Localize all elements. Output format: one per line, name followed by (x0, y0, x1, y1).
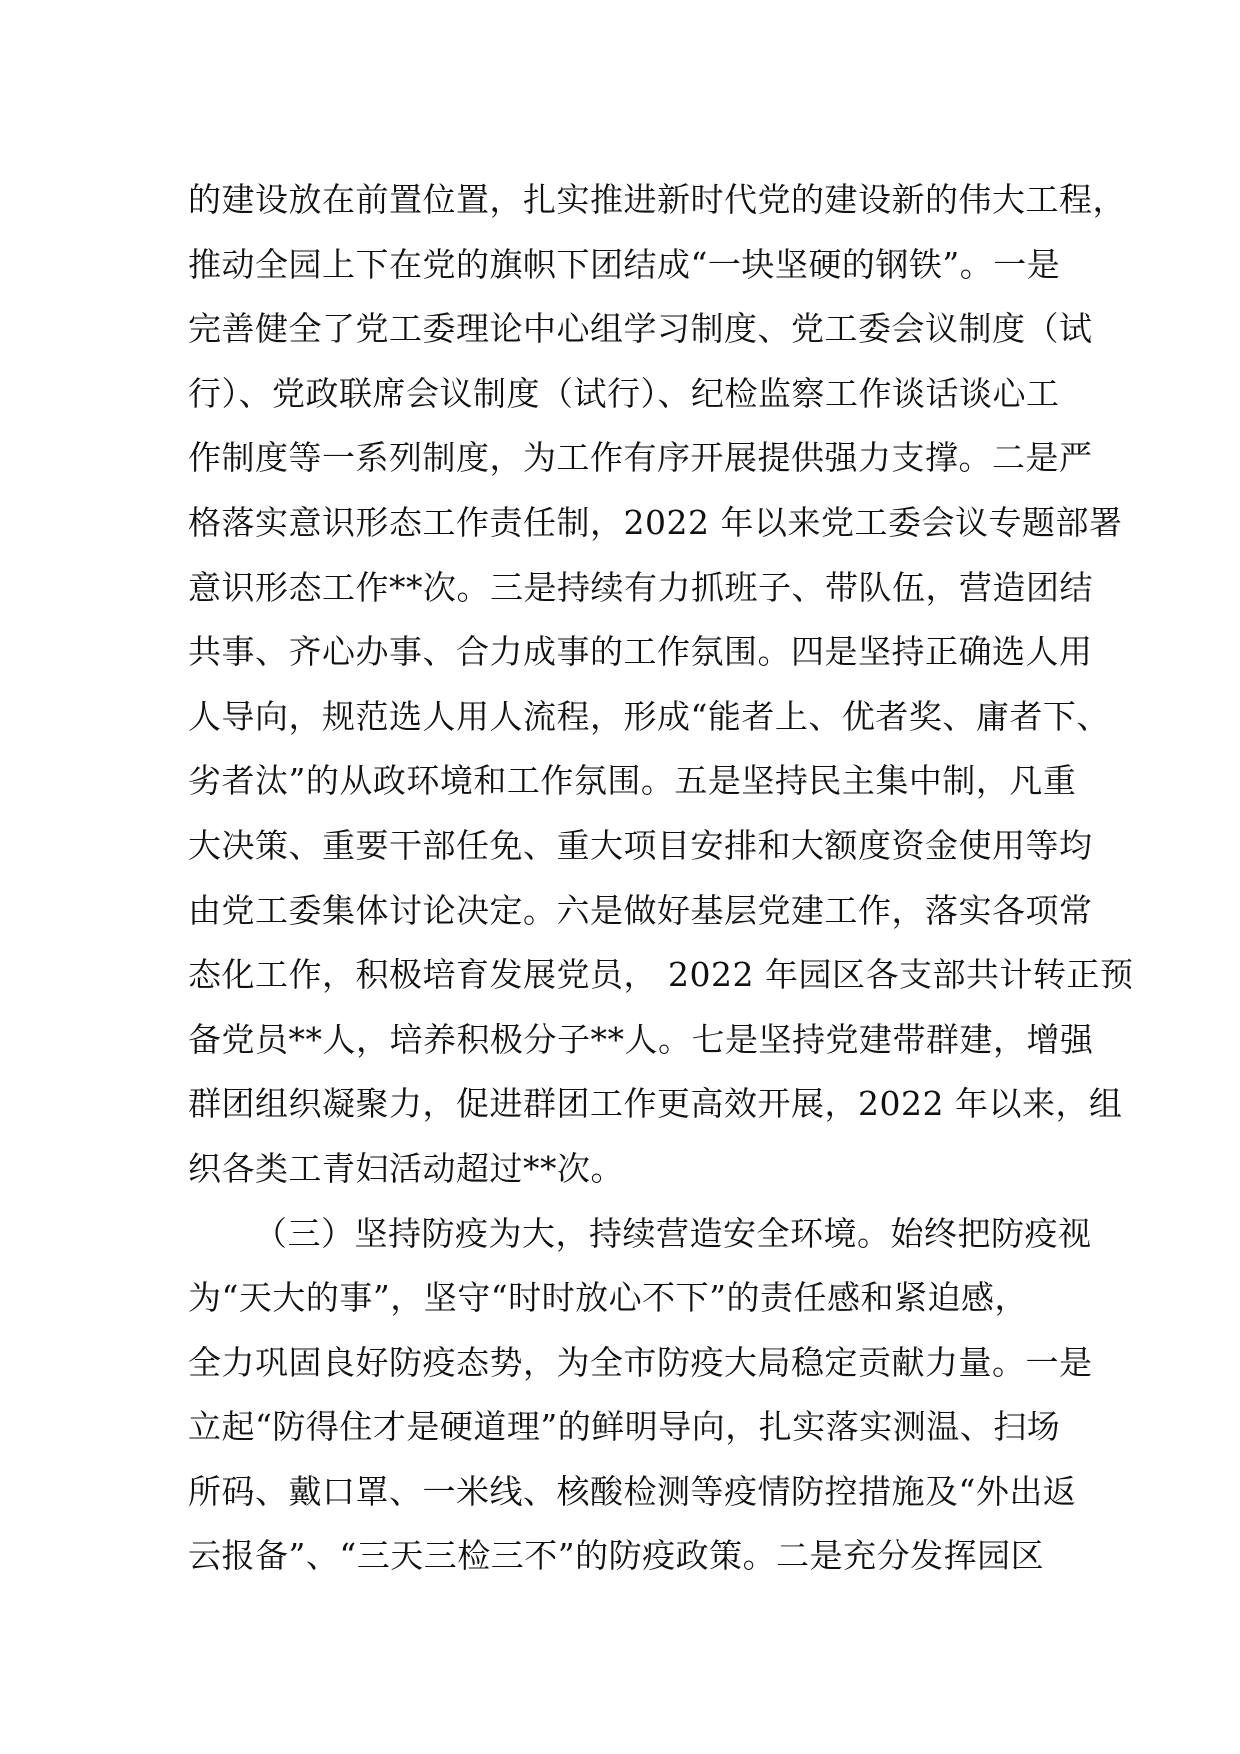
text-line: 备党员**人，培养积极分子**人。七是坚持党建带群建，增强 (188, 1019, 1094, 1059)
text-line: 态化工作，积极培育发展党员， 2022 年园区各支部共计转正预 (188, 955, 1134, 995)
text-line: 全力巩固良好防疫态势，为全市防疫大局稳定贡献力量。一是 (188, 1342, 1093, 1382)
text-line: 作制度等一系列制度，为工作有序开展提供强力支撑。二是严 (188, 438, 1093, 478)
text-line: 行）、党政联席会议制度（试行）、纪检监察工作谈话谈心工 (188, 373, 1060, 413)
body-text (188, 168, 1134, 1589)
text-line: 由党工委集体讨论决定。六是做好基层党建工作，落实各项常 (188, 890, 1093, 930)
text-line: 推动全园上下在党的旗帜下团结成“一块坚硬的钢铁”。一是 (188, 244, 1061, 284)
text-line: 大决策、重要干部任免、重大项目安排和大额度资金使用等均 (188, 825, 1093, 865)
text-line: 意识形态工作**次。三是持续有力抓班子、带队伍，营造团结 (188, 567, 1093, 607)
text-line: 群团组织凝聚力，促进群团工作更高效开展，2022 年以来，组 (188, 1084, 1123, 1124)
text-line: 所码、戴口罩、一米线、核酸检测等疫情防控措施及“外出返 (188, 1471, 1077, 1511)
text-line: 完善健全了党工委理论中心组学习制度、党工委会议制度（试 (188, 309, 1093, 349)
text-line: 为“天大的事”，坚守“时时放心不下”的责任感和紧迫感， (188, 1278, 1028, 1318)
text-line: 格落实意识形态工作责任制，2022 年以来党工委会议专题部署 (188, 502, 1123, 542)
text-line: 的建设放在前置位置，扎实推进新时代党的建设新的伟大工程， (188, 180, 1126, 219)
text-line: 云报备”、“三天三检三不”的防疫政策。二是充分发挥园区 (188, 1536, 1045, 1576)
text-line: （三）坚持防疫为大，持续营造安全环境。始终把防疫视 (254, 1213, 1092, 1253)
text-line: 劣者汰”的从政环境和工作氛围。五是坚持民主集中制，凡重 (188, 761, 1077, 801)
text-line: 共事、齐心办事、合力成事的工作氛围。四是坚持正确选人用 (188, 632, 1093, 672)
text-line: 立起“防得住才是硬道理”的鲜明导向，扎实落实测温、扫场 (188, 1407, 1061, 1447)
text-line: 织各类工青妇活动超过**次。 (188, 1148, 624, 1188)
text-line: 人导向，规范选人用人流程，形成“能者上、优者奖、庸者下、 (188, 696, 1110, 736)
